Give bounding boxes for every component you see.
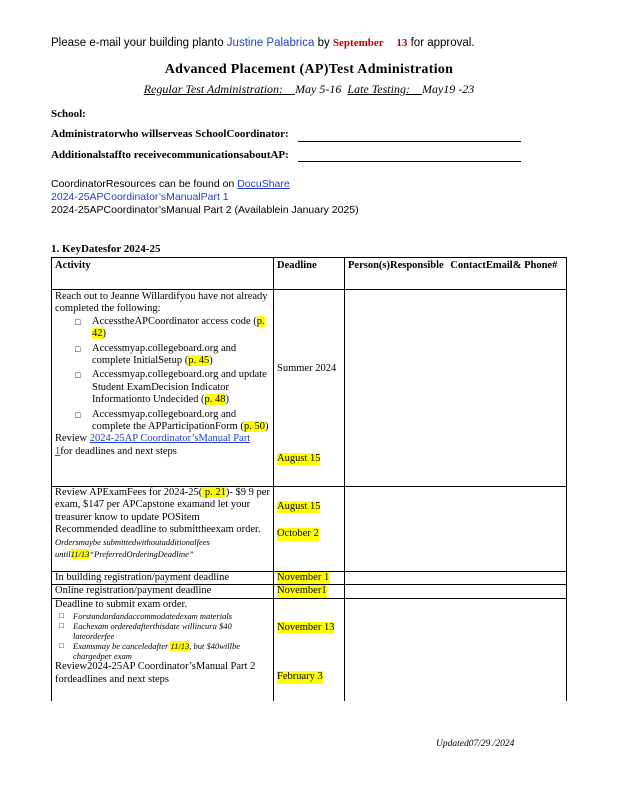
- table-row: [52, 290, 567, 487]
- list-item: □ Accessmyap.collegeboard.org and complete InitialSetup (p. 45): [75, 342, 237, 367]
- table-row: [52, 572, 567, 585]
- deadline-badge: November 1: [277, 572, 330, 583]
- activity-header: Activity: [52, 258, 274, 290]
- deadline-badge: August 15: [277, 501, 321, 512]
- review-manual2: Review2024-25AP Coordinator’sManual Part 2 fordeadlines and next steps: [55, 661, 256, 685]
- coordinator-resources: [51, 178, 359, 217]
- page-ref: p. 42: [92, 315, 265, 340]
- intro-by: by: [314, 37, 333, 49]
- document-title: Advanced Placement (AP)Test Administration: [164, 62, 454, 77]
- review-manual1: Review 2024-25AP Coordinator’sManual Part 1for deadlines and next steps: [55, 433, 251, 457]
- recommended-deadline-text: Recommended deadline to submittheexam order. Ordersmaybe submittedwithoutadditionalfees until11/13“PreferredOrderingDeadline”: [55, 524, 261, 560]
- contact-header: ContactEmail& Phone#: [450, 260, 558, 271]
- checkbox-icon: □: [75, 343, 81, 354]
- responsible-cell[interactable]: [345, 585, 567, 598]
- page-ref: p. 45: [188, 355, 210, 367]
- deadline-header: Deadline: [274, 258, 345, 290]
- list-item: □ Examsmay be canceledafter 11/13, but $40willbe chargedper exam: [59, 641, 240, 662]
- key-dates-table: [51, 257, 567, 701]
- list-item: □ AccesstheAPCoordinator access code (p. 42): [75, 315, 265, 340]
- docushare-link[interactable]: DocuShare: [237, 178, 290, 190]
- checkbox-icon: □: [75, 409, 81, 420]
- responsible-cell[interactable]: [345, 572, 567, 585]
- intro-suffix: for approval.: [407, 37, 475, 49]
- table-row: [52, 585, 567, 598]
- updated-date: Updated07/29 /2024: [436, 739, 515, 749]
- page-ref: p. 50: [243, 421, 265, 433]
- checkbox-icon: □: [59, 611, 64, 621]
- page-ref: p. 21: [202, 487, 226, 498]
- deadline-summer: Summer 2024: [277, 363, 337, 374]
- responsible-cell[interactable]: [345, 487, 567, 572]
- responsible-header: [345, 258, 567, 290]
- page-ref: p. 48: [204, 394, 226, 406]
- checkbox-icon: □: [75, 316, 81, 327]
- list-item: □ Accessmyap.collegeboard.org and complete the APParticipationForm (p. 50): [75, 408, 269, 433]
- regular-dates: May 5-16: [295, 82, 342, 96]
- deadline-cell: [274, 290, 345, 487]
- deadline-badge: November1: [277, 585, 327, 597]
- test-dates-subtitle: [0, 82, 618, 97]
- checkbox-icon: □: [59, 621, 64, 631]
- checkbox-icon: □: [59, 641, 64, 651]
- manual-part2-text: 2024-25APCoordinator’sManual Part 2 (Availablein January 2025): [51, 204, 359, 216]
- table-row: [52, 487, 567, 572]
- activity-cell: [52, 290, 274, 487]
- deadline-badge: November 13: [277, 621, 335, 633]
- responsible-cell[interactable]: [345, 598, 567, 701]
- responsible-cell[interactable]: [345, 290, 567, 487]
- checkbox-icon: □: [75, 370, 81, 381]
- coordinator-label: Administratorwho willserveas SchoolCoordinator:: [51, 128, 289, 140]
- due-month: September: [332, 37, 384, 49]
- additional-staff-label: Additionalstaffto receivecommunicationsaboutAP:: [51, 149, 289, 161]
- due-day: 13: [396, 37, 408, 49]
- deadline-badge: October 2: [277, 528, 319, 540]
- additional-staff-field-line[interactable]: [298, 161, 521, 162]
- submit-order-title: Deadline to submit exam order.: [55, 598, 188, 610]
- row1-intro: Reach out to Jeanne Willardifyou have not already completed the following:: [55, 291, 268, 315]
- fees-text: Review APExamFees for 2024-25( p. 21)- $9 9 per exam, $147 per APCapstone examand let your treasurer know to update POSitem: [55, 487, 270, 523]
- activity-cell: [52, 487, 274, 572]
- regular-label: Regular Test Administration:: [143, 82, 284, 96]
- late-dates: May19 -23: [421, 82, 475, 96]
- intro-line: [51, 37, 475, 49]
- deadline-cell: [274, 487, 345, 572]
- activity-cell: In building registration/payment deadline: [52, 572, 274, 585]
- table-row: [52, 598, 567, 701]
- person-header: Person(s)Responsible: [348, 260, 444, 271]
- activity-cell: [52, 598, 274, 701]
- deadline-cell: [274, 598, 345, 701]
- manual-part1-link[interactable]: 2024-25AP Coordinator’sManual Part 1: [55, 433, 251, 457]
- activity-cell: Online registration/payment deadline: [52, 585, 274, 598]
- intro-prefix: Please e-mail your building planto: [51, 37, 227, 49]
- contact-name: Justine Palabrica: [226, 37, 315, 49]
- late-label: Late Testing:: [347, 82, 410, 96]
- deadline-cell: [274, 585, 345, 598]
- list-item: □ Eachexam orderedafterthisdate willincura $40 latеorderfee: [59, 621, 232, 642]
- coordinator-field-line[interactable]: [298, 141, 521, 142]
- key-dates-heading: 1. KeyDatesfor 2024-25: [51, 243, 161, 255]
- manual-part1-link[interactable]: 2024-25APCoordinator’sManualPart 1: [51, 191, 229, 203]
- table-header-row: [52, 258, 567, 290]
- list-item: □ Accessmyap.collegeboard.org and update Student ExamDecision Indicator Informationto Undecided (p. 48): [75, 369, 267, 406]
- list-item: □ Forstandardandaccommodatedexam materials: [59, 611, 233, 622]
- deadline-badge: February 3: [277, 671, 323, 683]
- deadline-cell: [274, 572, 345, 585]
- deadline-badge: August 15: [277, 453, 321, 465]
- resources-prefix: CoordinatorResources can be found on: [51, 178, 238, 190]
- school-label: School:: [51, 108, 86, 120]
